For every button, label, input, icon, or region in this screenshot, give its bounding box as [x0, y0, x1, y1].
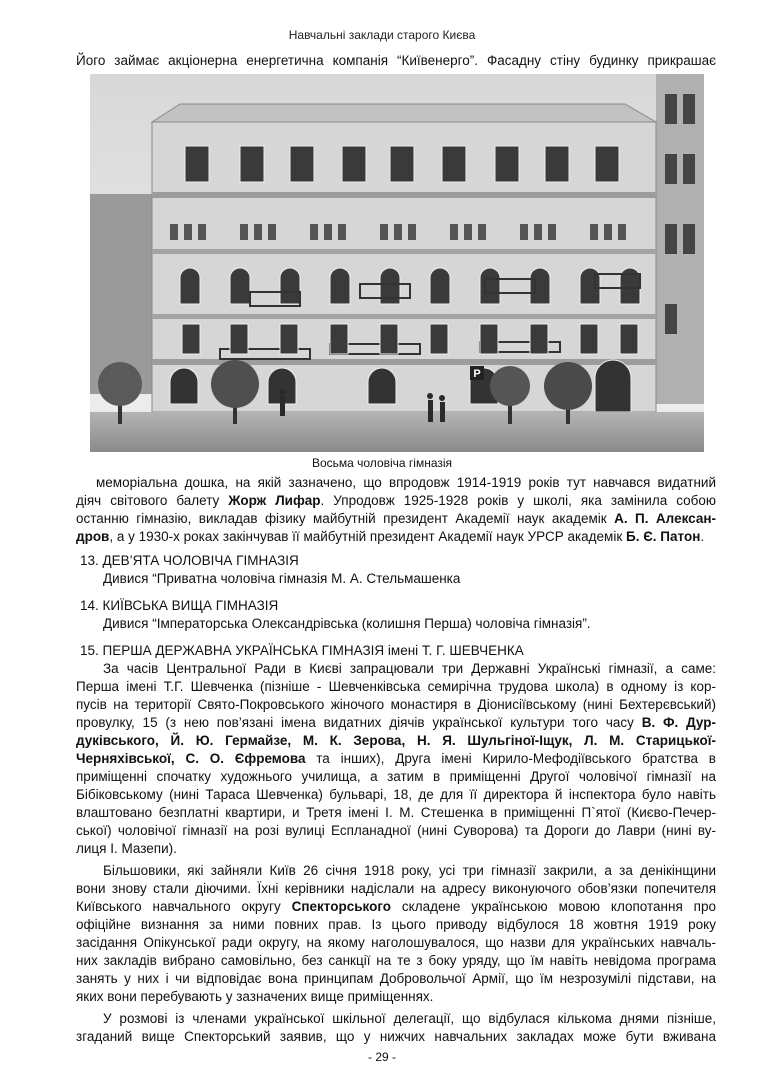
para4-line1: У розмові із членами української шкільної делегації, що відбулася кількома днями пізніше, — [103, 1011, 716, 1026]
figure-caption: Восьма чоловіча гімназія — [311, 456, 453, 470]
name-paton: Б. Є. Патон — [626, 529, 701, 544]
para3-line8: яких вони перебувають у зазначених вище приміщеннях. — [76, 989, 434, 1004]
para2-line3: пусів на території Свято-Покровського жіночого монастиря в Діонисіївському (нині Бехтерєвський) — [76, 697, 716, 712]
para2-line10: ської) чоловічої гімназії на розі вулиці Еспланадної (нині Суворова) та Дороги до Лаври (нині ву- — [76, 823, 716, 838]
para3-line7: занять у них і чи відповідає вона принципам Добровольчої Армії, що їм незрозумілі підстави, на — [76, 971, 716, 986]
para1-line4: дров, а у 1930-х роках закінчував її майбутній президент Академії наук УРСР академік Б. Є. Патон. — [76, 529, 705, 544]
para3-line3: Київського навчального округу Спекторського складене українською мовою клопотання про — [76, 899, 716, 914]
para4-line2: згаданий вище Спекторський заявив, що у нижчих навчальних закладах може бути вживана — [76, 1029, 716, 1044]
item-14-text: Дивися “Імператорська Олександрівська (колишня Перша) чоловіча гімназія”. — [103, 616, 591, 631]
para1-line3: останню гімназію, викладав фізику майбутній президент Академії наук академік А. П. Алексан- — [76, 511, 716, 526]
para1-line1: меморіальна дошка, на якій зазначено, що впродовж 1914-1919 років тут навчався видатний — [96, 475, 716, 490]
page-number: - 29 - — [367, 1050, 396, 1064]
item-13-text: Дивися “Приватна чоловіча гімназія М. А. Стельмашенка — [103, 571, 461, 586]
name-lifar: Жорж Лифар — [228, 493, 321, 508]
para3-line4: офіційне визнання за ними повних прав. Із цього приводу відбулося 18 жовтня 1919 року — [76, 917, 716, 932]
para2-line5: дуківського, Й. Ю. Гермайзе, М. К. Зерова, Н. Я. Шульгіної-Іщук, Л. М. Старицької- — [76, 733, 716, 748]
para3-line5: засідання Опікунської ради округу, на якому наголошувалося, що назви для українських навчаль- — [76, 935, 716, 950]
para2-line1: За часів Центральної Ради в Києві запрацювали три Державні Українські гімназії, а саме: — [103, 661, 716, 676]
para3-line2: вони знову стали діючими. Їхні керівники надіслали на адресу виконуючого обов’язки попечителя — [76, 881, 716, 896]
para1-line2: діяч світового балету Жорж Лифар. Упродовж 1925-1928 років у школі, яка замінила собою — [76, 493, 716, 508]
para2-line8: Бібіковському (нині Тараса Шевченка) бульварі, 18, де для її директора й інспектора було навіть — [76, 787, 716, 802]
para3-line6: них закладів вибрано самовільно, без санкції на те з боку уряду, що їм навіть невідома програма — [76, 953, 716, 968]
intro-line: Його займає акціонерна енергетична компанія “Київенерго”. Фасадну стіну будинку прикрашає — [76, 53, 716, 68]
para3-line1: Більшовики, які зайняли Київ 26 січня 1918 року, усі три гімназії закрили, а за денікінщини — [103, 863, 716, 878]
item-13-title: 13. ДЕВ’ЯТА ЧОЛОВІЧА ГІМНАЗІЯ — [80, 553, 299, 568]
item-15-title: 15. ПЕРША ДЕРЖАВНА УКРАЇНСЬКА ГІМНАЗІЯ імені Т. Г. ШЕВЧЕНКА — [80, 643, 524, 658]
item-14-title: 14. КИЇВСЬКА ВИЩА ГІМНАЗІЯ — [80, 598, 279, 613]
building-photo — [90, 74, 704, 452]
para2-line6: Черняхівської, С. О. Єфремова та інших), Друга імені Кирило-Мефодіївського братства в — [76, 751, 716, 766]
running-header: Навчальні заклади старого Києва — [288, 28, 476, 42]
para2-line4: провулку, 15 (з нею пов’язані імена видатних діячів української культури того часу В. Ф. Дур- — [76, 715, 716, 730]
parking-sign: P — [473, 368, 481, 380]
name-spektorsky: Спекторського — [291, 899, 392, 914]
para2-line9: влаштовано безплатні квартири, и Третя імені І. М. Стешенка в приміщенні П`ятої (Києво-Печер- — [76, 805, 716, 820]
para2-line7: приміщенні спочатку художнього училища, а затим в приміщенні Другої чоловічої гімназії на — [76, 769, 716, 784]
name-aleksandrov: А. П. Алексан- — [614, 511, 716, 526]
para2-line11: лиця І. Мазепи). — [76, 841, 177, 856]
para2-line2: Перша імені Т.Г. Шевченка (пізніше - Шевченківська семирічна трудова школа) в одному із кор- — [76, 679, 716, 694]
